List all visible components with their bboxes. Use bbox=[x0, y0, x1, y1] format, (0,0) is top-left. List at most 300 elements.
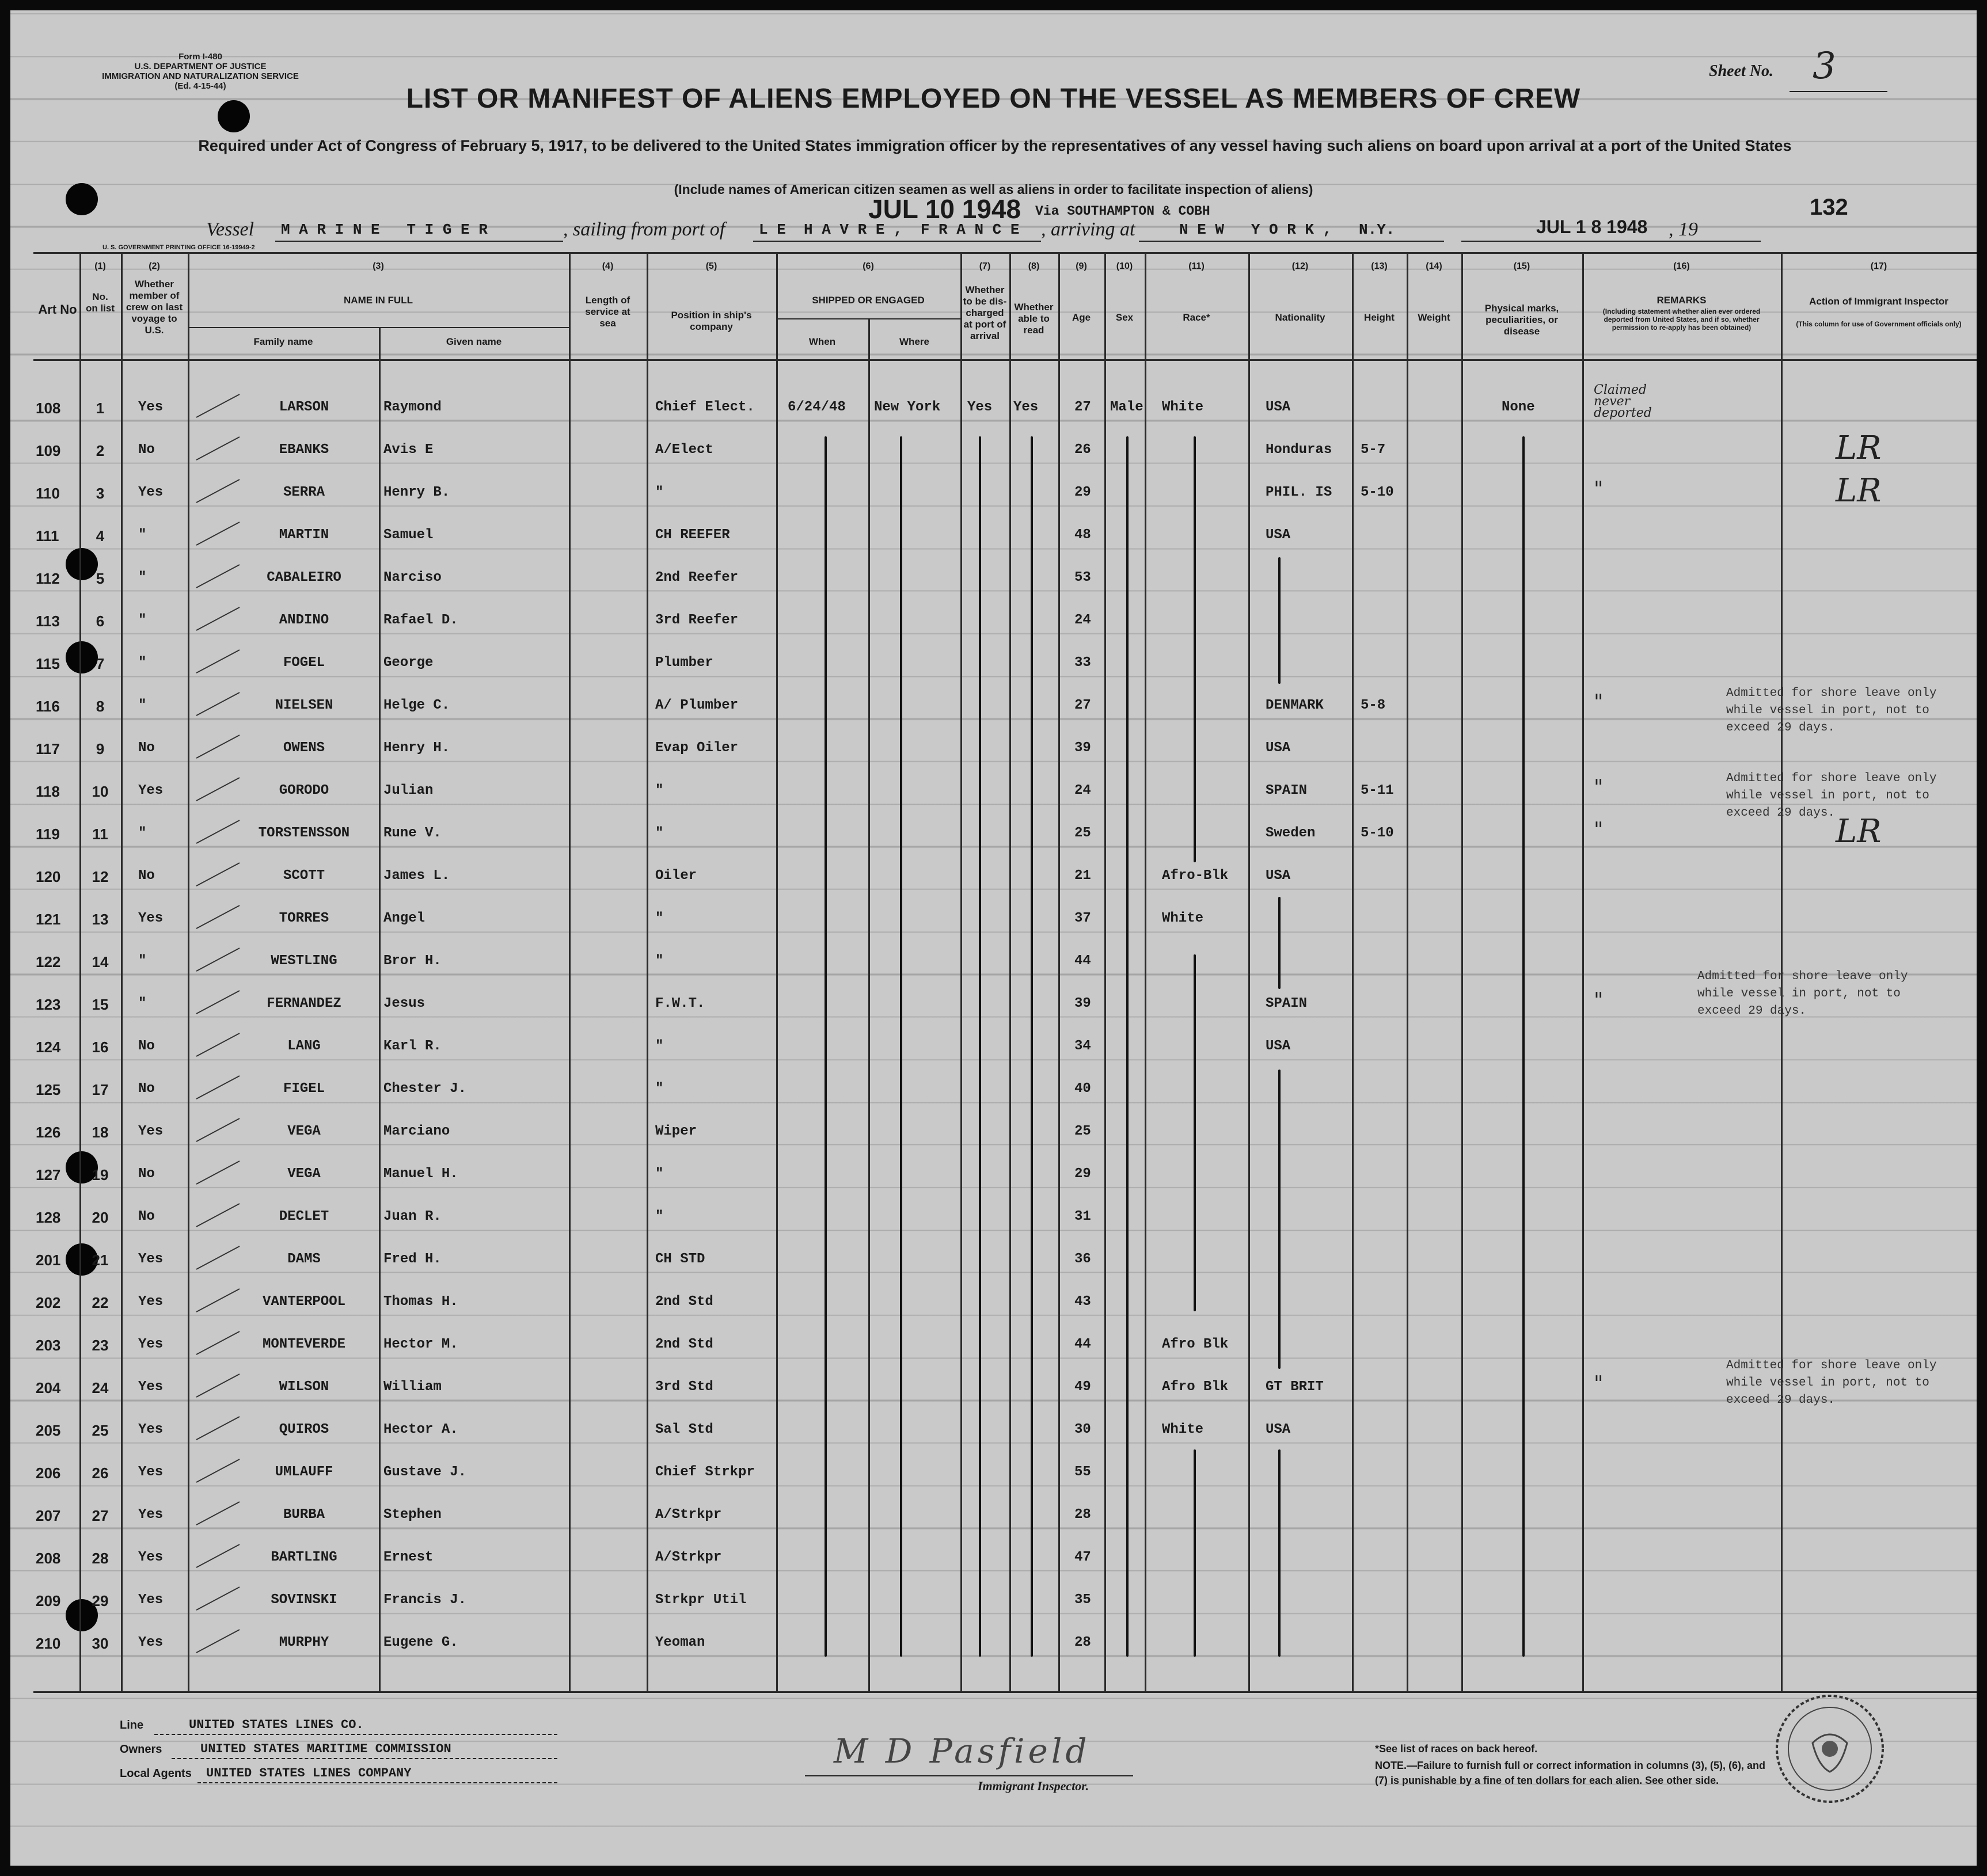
cell-art-number: 111 bbox=[36, 527, 59, 545]
cell-art-number: 109 bbox=[36, 442, 61, 459]
header-family-name: Family name bbox=[253, 336, 313, 347]
cell-list-number: 19 bbox=[92, 1166, 109, 1184]
header-last-voyage: Whether member of crew on last voyage to U.S. bbox=[126, 279, 183, 336]
cell-given-name: Henry H. bbox=[383, 740, 450, 756]
header-num: (10) bbox=[1116, 261, 1133, 271]
page-subtitle: Required under Act of Congress of February 5, 1917, to be delivered to the United States immigration officer by the representatives of any vessel having such aliens on board upon arrival at a port of the United States bbox=[198, 137, 1792, 154]
cell-position: A/Strkpr bbox=[655, 1550, 722, 1565]
header-num: (15) bbox=[1513, 261, 1530, 271]
cell-art-number: 108 bbox=[36, 399, 61, 417]
cell-position: " bbox=[655, 1166, 664, 1182]
cell-last-voyage: Yes bbox=[138, 1124, 164, 1139]
cell-art-number: 115 bbox=[36, 655, 60, 672]
cell-family-name: FOGEL bbox=[283, 655, 325, 671]
cell-given-name: James L. bbox=[383, 868, 450, 884]
header-physical-marks: Physical marks, peculiarities, or disease bbox=[1484, 303, 1559, 337]
cell-list-number: 5 bbox=[96, 570, 105, 587]
cell-last-voyage: Yes bbox=[138, 911, 164, 926]
cell-list-number: 14 bbox=[92, 953, 109, 971]
cell-nationality: USA bbox=[1266, 868, 1291, 884]
header-shipped: SHIPPED OR ENGAGED bbox=[812, 295, 925, 306]
cell-position: Plumber bbox=[655, 655, 713, 671]
cell-nationality: USA bbox=[1266, 399, 1291, 415]
header-num: (5) bbox=[705, 261, 717, 271]
cell-position: CH REEFER bbox=[655, 527, 730, 543]
cell-position: Evap Oiler bbox=[655, 740, 739, 756]
ditto-line bbox=[1194, 436, 1196, 862]
cell-family-name: MARTIN bbox=[279, 527, 329, 543]
admit-note-line: while vessel in port, not to bbox=[1726, 704, 1929, 717]
vessel-label: Vessel bbox=[206, 219, 254, 240]
cell-nationality: PHIL. IS bbox=[1266, 485, 1332, 500]
cell-family-name: LARSON bbox=[279, 399, 329, 415]
cell-list-number: 10 bbox=[92, 783, 109, 800]
cell-position: " bbox=[655, 825, 664, 841]
ditto-line bbox=[1194, 1449, 1196, 1657]
cell-family-name: TORSTENSSON bbox=[258, 825, 350, 841]
admit-note-line: while vessel in port, not to bbox=[1697, 987, 1901, 1000]
ditto-line bbox=[1126, 436, 1129, 1657]
cell-list-number: 27 bbox=[92, 1507, 109, 1524]
header-num: (9) bbox=[1076, 261, 1087, 271]
cell-last-voyage: Yes bbox=[138, 783, 164, 798]
cell-age: 26 bbox=[1074, 442, 1091, 458]
cell-remark: " bbox=[1594, 478, 1604, 501]
col-divider bbox=[1461, 252, 1463, 1691]
cell-list-number: 8 bbox=[96, 698, 105, 715]
admit-note bbox=[1726, 685, 1936, 737]
cell-art-number: 202 bbox=[36, 1294, 61, 1311]
cell-last-voyage: Yes bbox=[138, 1379, 164, 1395]
cell-art-number: 122 bbox=[36, 953, 61, 971]
cell-given-name: Narciso bbox=[383, 570, 442, 585]
cell-given-name: Jesus bbox=[383, 996, 425, 1011]
cell-last-voyage: Yes bbox=[138, 399, 164, 415]
cell-nationality: USA bbox=[1266, 740, 1291, 756]
form-service: IMMIGRATION AND NATURALIZATION SERVICE bbox=[102, 71, 299, 81]
header-age: Age bbox=[1072, 312, 1091, 323]
admit-note-line: while vessel in port, not to bbox=[1726, 789, 1929, 802]
cell-given-name: Stephen bbox=[383, 1507, 442, 1523]
cell-list-number: 9 bbox=[96, 740, 105, 758]
ditto-line bbox=[1278, 1070, 1281, 1369]
header-when: When bbox=[808, 336, 836, 347]
check-mark-icon bbox=[196, 820, 240, 844]
cell-list-number: 1 bbox=[96, 399, 105, 417]
cell-position: A/Elect bbox=[655, 442, 713, 458]
footer-line-underline bbox=[154, 1734, 557, 1735]
ditto-line bbox=[1278, 557, 1281, 684]
port-to: N E W Y O R K , N.Y. bbox=[1179, 221, 1395, 238]
cell-last-voyage: Yes bbox=[138, 485, 164, 500]
cell-family-name: BARTLING bbox=[271, 1550, 337, 1565]
cell-last-voyage: Yes bbox=[138, 1294, 164, 1310]
inspector-signature-line bbox=[805, 1775, 1133, 1776]
check-mark-icon bbox=[196, 1629, 240, 1653]
check-mark-icon bbox=[196, 1246, 240, 1270]
header-num: (7) bbox=[979, 261, 991, 271]
cell-position: 2nd Std bbox=[655, 1294, 713, 1310]
cell-remark: " bbox=[1594, 691, 1604, 714]
cell-list-number: 28 bbox=[92, 1550, 109, 1567]
cell-family-name: WILSON bbox=[279, 1379, 329, 1395]
cell-art-number: 201 bbox=[36, 1251, 61, 1269]
cell-position: Chief Elect. bbox=[655, 399, 755, 415]
admit-note bbox=[1697, 968, 1908, 1020]
cell-race: Afro Blk bbox=[1162, 1379, 1229, 1395]
page-subnote: (Include names of American citizen seamen as well as aliens in order to facilitate inspection of aliens) bbox=[674, 182, 1313, 197]
cell-last-voyage: No bbox=[138, 740, 155, 756]
cell-position: " bbox=[655, 1081, 664, 1097]
cell-nationality: Honduras bbox=[1266, 442, 1332, 458]
cell-art-number: 207 bbox=[36, 1507, 61, 1524]
header-able-to-read: Whether able to read bbox=[1014, 302, 1054, 336]
check-mark-icon bbox=[196, 479, 240, 503]
ditto-line bbox=[1278, 897, 1281, 989]
cell-last-voyage: Yes bbox=[138, 1592, 164, 1608]
check-mark-icon bbox=[196, 862, 240, 886]
cell-last-voyage: Yes bbox=[138, 1251, 164, 1267]
ditto-line bbox=[1031, 436, 1033, 1657]
manifest-sheet bbox=[10, 10, 1977, 1866]
col-divider bbox=[379, 327, 381, 1691]
cell-age: 31 bbox=[1074, 1209, 1091, 1224]
cell-list-number: 16 bbox=[92, 1038, 109, 1056]
cell-age: 29 bbox=[1074, 1166, 1091, 1182]
cell-position: Wiper bbox=[655, 1124, 697, 1139]
cell-age: 49 bbox=[1074, 1379, 1091, 1395]
cell-age: 27 bbox=[1074, 399, 1091, 415]
check-mark-icon bbox=[196, 905, 240, 929]
cell-art-number: 126 bbox=[36, 1124, 61, 1141]
col-divider bbox=[188, 252, 189, 1691]
sailing-label: , sailing from port of bbox=[563, 219, 725, 240]
cell-position: 3rd Reefer bbox=[655, 612, 739, 628]
cell-family-name: NIELSEN bbox=[275, 698, 333, 713]
admit-note-line: Admitted for shore leave only bbox=[1726, 1359, 1937, 1372]
cell-family-name: MONTEVERDE bbox=[262, 1337, 346, 1352]
cell-given-name: Samuel bbox=[383, 527, 434, 543]
cell-list-number: 18 bbox=[92, 1124, 109, 1141]
cell-age: 47 bbox=[1074, 1550, 1091, 1565]
header-num: (14) bbox=[1426, 261, 1442, 271]
cell-list-number: 15 bbox=[92, 996, 109, 1013]
inspector-label: Immigrant Inspector. bbox=[978, 1779, 1089, 1793]
date-stamp: JUL 10 1948 bbox=[868, 194, 1021, 224]
header-sex: Sex bbox=[1115, 312, 1134, 323]
check-mark-icon bbox=[196, 607, 240, 631]
check-mark-icon bbox=[196, 394, 240, 418]
cell-family-name: BURBA bbox=[283, 1507, 325, 1523]
vessel-underline bbox=[275, 241, 563, 242]
cell-family-name: VEGA bbox=[287, 1124, 321, 1139]
header-art-no: Art No bbox=[38, 302, 77, 317]
cell-family-name: ANDINO bbox=[279, 612, 329, 628]
cell-position: Chief Strkpr bbox=[655, 1464, 755, 1480]
cell-height: 5-7 bbox=[1361, 442, 1386, 458]
cell-art-number: 209 bbox=[36, 1592, 61, 1609]
cell-list-number: 12 bbox=[92, 868, 109, 885]
header-no-on-list: No. on list bbox=[85, 291, 115, 314]
cell-age: 39 bbox=[1074, 996, 1091, 1011]
cell-family-name: MURPHY bbox=[279, 1635, 329, 1650]
cell-given-name: Fred H. bbox=[383, 1251, 442, 1267]
cell-given-name: Juan R. bbox=[383, 1209, 442, 1224]
cell-last-voyage: " bbox=[138, 527, 147, 543]
cell-family-name: DECLET bbox=[279, 1209, 329, 1224]
cell-last-voyage: " bbox=[138, 612, 147, 628]
cell-last-voyage: Yes bbox=[138, 1550, 164, 1565]
col-divider bbox=[569, 252, 571, 1691]
check-mark-icon bbox=[196, 522, 240, 546]
header-remarks-note: (Including statement whether alien ever ordered deported from United States, and if so, whether permission to re-apply has been obtained) bbox=[1602, 307, 1761, 332]
check-mark-icon bbox=[196, 777, 240, 801]
check-mark-icon bbox=[196, 1118, 240, 1142]
cell-nationality: DENMARK bbox=[1266, 698, 1324, 713]
cell-given-name: Chester J. bbox=[383, 1081, 467, 1097]
cell-position: Oiler bbox=[655, 868, 697, 884]
cell-given-name: Rune V. bbox=[383, 825, 442, 841]
footer-owners-label: Owners bbox=[120, 1743, 162, 1756]
cell-given-name: William bbox=[383, 1379, 442, 1395]
cell-art-number: 204 bbox=[36, 1379, 61, 1396]
cell-age: 48 bbox=[1074, 527, 1091, 543]
col-divider bbox=[1352, 252, 1354, 1691]
cell-position: 2nd Std bbox=[655, 1337, 713, 1352]
cell-list-number: 20 bbox=[92, 1209, 109, 1226]
footer-agents-underline bbox=[197, 1782, 557, 1783]
cell-last-voyage: " bbox=[138, 655, 147, 671]
header-remarks: REMARKS bbox=[1657, 295, 1707, 306]
printing-office: U. S. GOVERNMENT PRINTING OFFICE 16-19949-2 bbox=[102, 244, 255, 251]
footer-owners-value: UNITED STATES MARITIME COMMISSION bbox=[200, 1742, 451, 1756]
cell-position: " bbox=[655, 1209, 664, 1224]
cell-list-number: 30 bbox=[92, 1635, 109, 1652]
cell-last-voyage: No bbox=[138, 868, 155, 884]
header-action: Action of Immigrant Inspector bbox=[1809, 296, 1948, 307]
cell-age: 33 bbox=[1074, 655, 1091, 671]
check-mark-icon bbox=[196, 1459, 240, 1483]
admit-note-line: exceed 29 days. bbox=[1697, 1004, 1807, 1018]
cell-position: " bbox=[655, 783, 664, 798]
cell-family-name: QUIROS bbox=[279, 1422, 329, 1437]
cell-art-number: 112 bbox=[36, 570, 60, 587]
cell-list-number: 29 bbox=[92, 1592, 109, 1609]
via-ports: Via SOUTHAMPTON & COBH bbox=[1035, 204, 1210, 219]
cell-given-name: Raymond bbox=[383, 399, 442, 415]
cell-given-name: Ernest bbox=[383, 1550, 434, 1565]
header-race: Race* bbox=[1183, 312, 1210, 323]
header-num: (8) bbox=[1028, 261, 1040, 271]
cell-nationality: GT BRIT bbox=[1266, 1379, 1324, 1395]
cell-position: A/Strkpr bbox=[655, 1507, 722, 1523]
cell-art-number: 110 bbox=[36, 485, 60, 502]
table-top-border bbox=[33, 252, 1977, 254]
col-divider bbox=[121, 252, 123, 1691]
cell-nationality: USA bbox=[1266, 1038, 1291, 1054]
header-num: (2) bbox=[149, 261, 160, 271]
ditto-line bbox=[825, 436, 827, 1657]
cell-last-voyage: Yes bbox=[138, 1337, 164, 1352]
admit-note-line: Admitted for shore leave only bbox=[1726, 687, 1937, 700]
cell-family-name: SOVINSKI bbox=[271, 1592, 337, 1608]
cell-list-number: 6 bbox=[96, 612, 105, 630]
cell-last-voyage: Yes bbox=[138, 1464, 164, 1480]
cell-age: 55 bbox=[1074, 1464, 1091, 1480]
check-mark-icon bbox=[196, 436, 240, 461]
check-mark-icon bbox=[196, 1033, 240, 1057]
cell-given-name: Hector M. bbox=[383, 1337, 458, 1352]
table-bottom-border bbox=[33, 1691, 1977, 1693]
check-mark-icon bbox=[196, 1288, 240, 1312]
cell-age: 30 bbox=[1074, 1422, 1091, 1437]
admit-note-line: while vessel in port, not to bbox=[1726, 1376, 1929, 1390]
cell-position: Yeoman bbox=[655, 1635, 705, 1650]
cell-given-name: Karl R. bbox=[383, 1038, 442, 1054]
admit-note-line: exceed 29 days. bbox=[1726, 721, 1836, 735]
arriving-label: , arriving at bbox=[1041, 219, 1135, 240]
cell-list-number: 2 bbox=[96, 442, 105, 459]
cell-last-voyage: No bbox=[138, 442, 155, 458]
cell-art-number: 117 bbox=[36, 740, 60, 758]
inspector-signature: M D Pasfield bbox=[834, 1732, 1091, 1771]
col-divider bbox=[1009, 252, 1011, 1691]
ditto-line bbox=[1522, 436, 1525, 1657]
cell-given-name: Helge C. bbox=[383, 698, 450, 713]
cell-art-number: 128 bbox=[36, 1209, 61, 1226]
col-divider bbox=[647, 252, 648, 1691]
footer-agents-value: UNITED STATES LINES COMPANY bbox=[206, 1766, 412, 1780]
ditto-line bbox=[979, 436, 981, 1657]
cell-remark: " bbox=[1594, 819, 1604, 842]
ditto-line bbox=[1278, 1449, 1281, 1657]
cell-last-voyage: " bbox=[138, 570, 147, 585]
cell-age: 25 bbox=[1074, 825, 1091, 841]
check-mark-icon bbox=[196, 649, 240, 673]
cell-given-name: Rafael D. bbox=[383, 612, 458, 628]
footer-agents-label: Local Agents bbox=[120, 1767, 192, 1780]
cell-list-number: 26 bbox=[92, 1464, 109, 1482]
cell-given-name: Francis J. bbox=[383, 1592, 467, 1608]
sheet-number-block bbox=[1709, 45, 1893, 87]
check-mark-icon bbox=[196, 1203, 240, 1227]
cell-list-number: 17 bbox=[92, 1081, 109, 1098]
header-num: (17) bbox=[1870, 261, 1887, 271]
cell-art-number: 116 bbox=[36, 698, 60, 715]
cell-family-name: FERNANDEZ bbox=[267, 996, 341, 1011]
cell-height: 5-10 bbox=[1361, 485, 1394, 500]
admit-note bbox=[1726, 1357, 1936, 1409]
cell-family-name: GORODO bbox=[279, 783, 329, 798]
cell-art-number: 120 bbox=[36, 868, 61, 885]
footer-owners-underline bbox=[172, 1758, 557, 1759]
cell-family-name: DAMS bbox=[287, 1251, 321, 1267]
cell-last-voyage: " bbox=[138, 996, 147, 1011]
cell-family-name: TORRES bbox=[279, 911, 329, 926]
cell-sex: Male bbox=[1110, 399, 1143, 415]
cell-list-number: 7 bbox=[96, 655, 105, 672]
cell-family-name: SCOTT bbox=[283, 868, 325, 884]
official-seal-stamp bbox=[1772, 1691, 1887, 1806]
cell-age: 44 bbox=[1074, 953, 1091, 969]
cell-discharged: Yes bbox=[967, 399, 993, 415]
cell-given-name: Eugene G. bbox=[383, 1635, 458, 1650]
header-num: (6) bbox=[863, 261, 874, 271]
cell-last-voyage: No bbox=[138, 1166, 155, 1182]
cell-art-number: 119 bbox=[36, 825, 60, 843]
cell-list-number: 22 bbox=[92, 1294, 109, 1311]
cell-last-voyage: " bbox=[138, 953, 147, 969]
cell-able-to-read: Yes bbox=[1013, 399, 1039, 415]
cell-position: Strkpr Util bbox=[655, 1592, 747, 1608]
cell-list-number: 21 bbox=[92, 1251, 109, 1269]
cell-physical-marks: None bbox=[1502, 399, 1535, 415]
cell-position: " bbox=[655, 911, 664, 926]
cell-age: 40 bbox=[1074, 1081, 1091, 1097]
cell-family-name: EBANKS bbox=[279, 442, 329, 458]
cell-remark: " bbox=[1594, 1372, 1604, 1396]
ditto-line bbox=[900, 436, 902, 1657]
admit-note-line: exceed 29 days. bbox=[1726, 1394, 1836, 1407]
cell-list-number: 4 bbox=[96, 527, 105, 545]
col-divider bbox=[776, 252, 778, 1691]
cell-given-name: Avis E bbox=[383, 442, 434, 458]
cell-art-number: 123 bbox=[36, 996, 61, 1013]
col-divider bbox=[1145, 252, 1146, 1691]
cell-height: 5-8 bbox=[1361, 698, 1386, 713]
cell-age: 44 bbox=[1074, 1337, 1091, 1352]
cell-family-name: LANG bbox=[287, 1038, 321, 1054]
header-num: (1) bbox=[94, 261, 106, 271]
cell-family-name: CABALEIRO bbox=[267, 570, 341, 585]
col-divider bbox=[1058, 252, 1060, 1691]
cell-nationality: Sweden bbox=[1266, 825, 1316, 841]
cell-race: White bbox=[1162, 911, 1204, 926]
cell-given-name: George bbox=[383, 655, 434, 671]
cell-last-voyage: Yes bbox=[138, 1507, 164, 1523]
cell-remark: " bbox=[1594, 989, 1604, 1013]
cell-race: White bbox=[1162, 1422, 1204, 1437]
cell-family-name: SERRA bbox=[283, 485, 325, 500]
cell-shipped-where: New York bbox=[874, 399, 941, 415]
cell-art-number: 113 bbox=[36, 612, 60, 630]
cell-last-voyage: No bbox=[138, 1038, 155, 1054]
col-divider bbox=[1582, 252, 1584, 1691]
cell-age: 27 bbox=[1074, 698, 1091, 713]
cell-height: 5-10 bbox=[1361, 825, 1394, 841]
col-divider bbox=[79, 252, 81, 1691]
cell-art-number: 208 bbox=[36, 1550, 61, 1567]
check-mark-icon bbox=[196, 1501, 240, 1525]
cell-given-name: Manuel H. bbox=[383, 1166, 458, 1182]
cell-position: CH STD bbox=[655, 1251, 705, 1267]
cell-race: Afro-Blk bbox=[1162, 868, 1229, 884]
cell-art-number: 121 bbox=[36, 911, 61, 928]
cell-list-number: 25 bbox=[92, 1422, 109, 1439]
form-number: Form I-480 bbox=[178, 52, 222, 62]
cell-age: 28 bbox=[1074, 1507, 1091, 1523]
cell-family-name: VANTERPOOL bbox=[262, 1294, 346, 1310]
cell-age: 21 bbox=[1074, 868, 1091, 884]
admit-note-line: Admitted for shore leave only bbox=[1697, 970, 1908, 983]
col-divider bbox=[868, 318, 870, 1691]
year-label: , 19 bbox=[1669, 219, 1698, 240]
header-num: (13) bbox=[1371, 261, 1388, 271]
cell-art-number: 206 bbox=[36, 1464, 61, 1482]
check-mark-icon bbox=[196, 947, 240, 972]
check-mark-icon bbox=[196, 1416, 240, 1440]
cell-art-number: 205 bbox=[36, 1422, 61, 1439]
